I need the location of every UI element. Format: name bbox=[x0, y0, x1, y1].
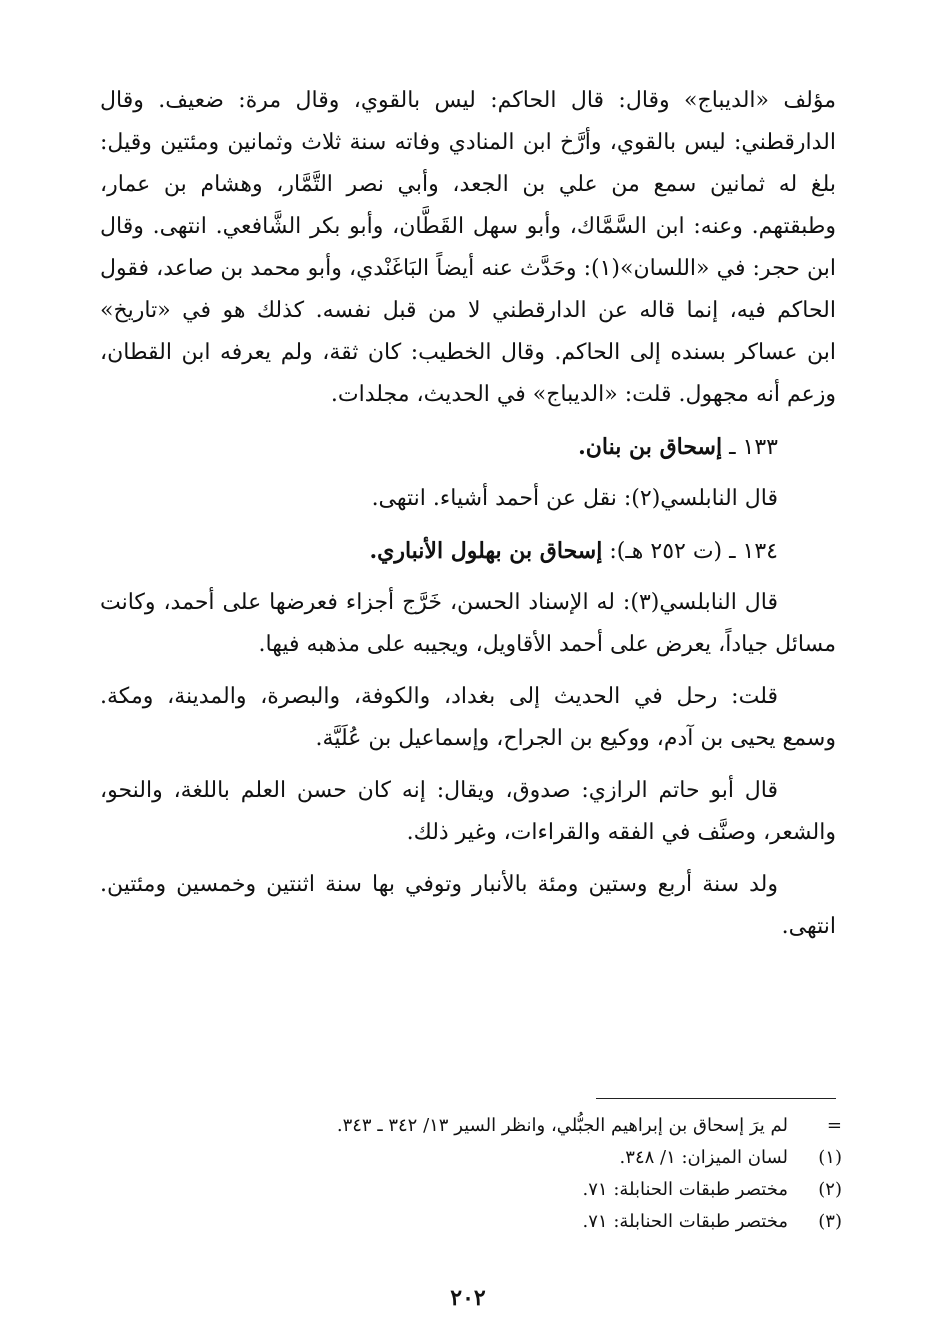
paragraph-travels bbox=[100, 676, 836, 760]
text-line: ابن حجر: في «اللسان»(١): وحَدَّث عنه أيضاً البَاغَنْدي، وأبو محمد بن صاعد، فقول bbox=[100, 256, 836, 281]
footnote-2 bbox=[100, 1174, 842, 1206]
footnotes bbox=[100, 1110, 842, 1238]
text-line: وطبقتهم. وعنه: ابن السَّمَّاك، وأبو سهل القَطَّان، وأبو بكر الشَّافعي. انتهى. وقال bbox=[100, 214, 836, 239]
entry-name: إسحاق بن بنان. bbox=[578, 434, 723, 460]
entry-heading-134 bbox=[100, 530, 836, 572]
entry-number: ١٣٤ ـ (ت ٢٥٢ هـ): bbox=[609, 539, 778, 564]
footnote-separator bbox=[596, 1098, 836, 1099]
text-line: قلت: رحل في الحديث إلى بغداد، والكوفة، والبصرة، والمدينة، ومكة. bbox=[100, 684, 778, 709]
text-line: قال النابلسي(٣): له الإسناد الحسن، خَرَّج أجزاء فعرضها على أحمد، وكانت bbox=[100, 590, 779, 615]
entry-number: ١٣٣ ـ bbox=[729, 435, 778, 460]
footnote-text: مختصر طبقات الحنابلة: ٧١. bbox=[582, 1211, 788, 1232]
text-line: وسمع يحيى بن آدم، ووكيع بن الجراح، وإسماعيل بن عُلَيَّة. bbox=[315, 726, 836, 751]
text-line: مؤلف «الديباج» وقال: قال الحاكم: ليس بالقوي، وقال مرة: ضعيف. وقال bbox=[100, 88, 836, 113]
text-line: وزعم أنه مجهول. قلت: «الديباج» في الحديث، مجلدات. bbox=[330, 382, 836, 407]
entry-heading-133 bbox=[100, 426, 836, 468]
paragraph-birth-death bbox=[100, 864, 836, 948]
paragraph-nabulsi-133: قال النابلسي(٢): نقل عن أحمد أشياء. انتهى. bbox=[371, 486, 778, 511]
paragraph-ishaq-jabali-continuation bbox=[100, 80, 836, 416]
paragraph-nabulsi-134 bbox=[100, 582, 836, 666]
page-number: ٢٠٢ bbox=[450, 1285, 486, 1311]
text-line: والشعر، وصنَّف في الفقه والقراءات، وغير ذلك. bbox=[406, 820, 836, 845]
entry-name: إسحاق بن بهلول الأنباري. bbox=[369, 538, 603, 564]
text-line: مسائل جياداً، يعرض على أحمد الأقاويل، ويجيبه على مذهبه فيها. bbox=[258, 632, 836, 657]
text-line: الدارقطني: ليس بالقوي، وأرَّخ ابن المنادي وفاته سنة ثلاث وثمانين ومئتين وقيل: bbox=[100, 130, 836, 155]
footnote-mark: (٣) bbox=[818, 1211, 842, 1232]
text-line: بلغ له ثمانين سمع من علي بن الجعد، وأبي نصر التَّمَّار، وهشام بن عمار، bbox=[100, 172, 836, 197]
footnote-3 bbox=[100, 1206, 842, 1238]
text-line: انتهى. bbox=[781, 914, 836, 939]
paragraph-abu-hatim bbox=[100, 770, 836, 854]
text-line: ولد سنة أربع وستين ومئة بالأنبار وتوفي بها سنة اثنتين وخمسين ومئتين. bbox=[100, 872, 778, 897]
footnote-mark: (١) bbox=[818, 1147, 842, 1168]
footnote-mark: = bbox=[826, 1115, 842, 1136]
footnote-1 bbox=[100, 1142, 842, 1174]
footnote-text: مختصر طبقات الحنابلة: ٧١. bbox=[582, 1179, 788, 1200]
footnote-continuation bbox=[100, 1110, 842, 1142]
text-line: الحاكم فيه، إنما قاله عن الدارقطني لا من قبل نفسه. كذلك هو في «تاريخ» bbox=[100, 298, 836, 323]
footnote-mark: (٢) bbox=[818, 1179, 842, 1200]
main-text bbox=[100, 80, 836, 948]
text-line: ابن عساكر بسنده إلى الحاكم. وقال الخطيب: كان ثقة، ولم يعرفه ابن القطان، bbox=[100, 340, 836, 365]
footnote-text: لم يرَ إسحاق بن إبراهيم الجبُّلي، وانظر السير ١٣/ ٣٤٢ ـ ٣٤٣. bbox=[336, 1115, 788, 1136]
footnote-text: لسان الميزان: ١/ ٣٤٨. bbox=[619, 1147, 788, 1168]
text-line: قال أبو حاتم الرازي: صدوق، ويقال: إنه كان حسن العلم باللغة، والنحو، bbox=[100, 778, 778, 803]
